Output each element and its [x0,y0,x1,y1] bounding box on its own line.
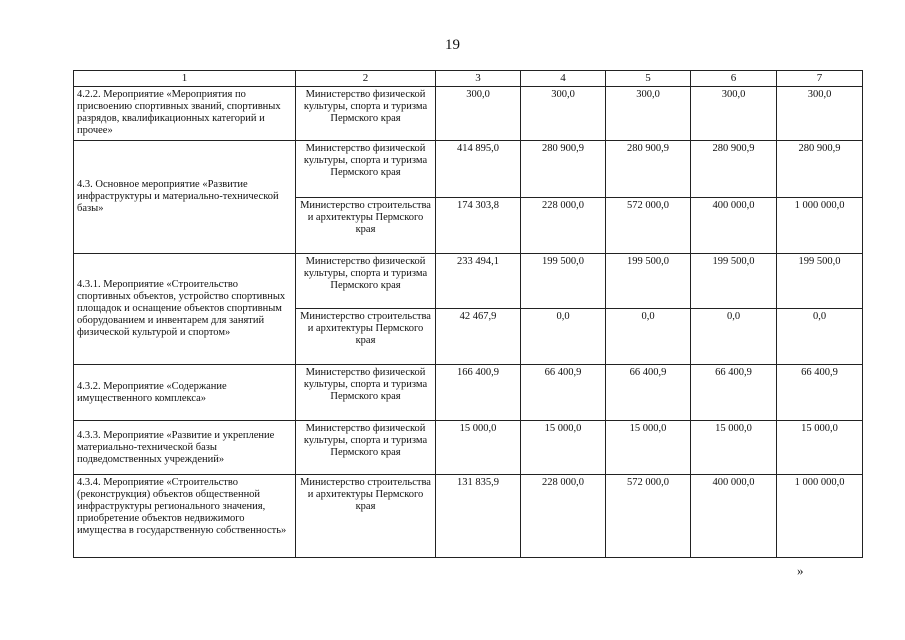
value-cell: 174 303,8 [436,198,521,254]
value-cell: 0,0 [521,309,606,365]
table-row [74,421,863,475]
value-cell: 0,0 [691,309,777,365]
activity-name-cell: 4.3.1. Мероприятие «Строительство спортивных объектов, устройство спортивных площадок и оснащение объектов спортивным оборудованием и инвентарем для занятий физической культурой и спортом» [74,254,296,365]
value-cell: 0,0 [777,309,863,365]
value-cell: 300,0 [606,87,691,141]
value-cell: 280 900,9 [777,141,863,198]
value-cell: 280 900,9 [606,141,691,198]
executor-cell: Министерство строительства и архитектуры Пермского края [296,309,436,365]
value-cell: 572 000,0 [606,475,691,558]
value-cell: 280 900,9 [521,141,606,198]
table-row [74,365,863,421]
budget-table [73,70,863,558]
value-cell: 572 000,0 [606,198,691,254]
value-cell: 66 400,9 [691,365,777,421]
value-cell: 1 000 000,0 [777,475,863,558]
activity-name-cell: 4.2.2. Мероприятие «Мероприятия по присвоению спортивных званий, спортивных разрядов, квалификационных категорий и прочее» [74,87,296,141]
executor-cell: Министерство физической культуры, спорта и туризма Пермского края [296,365,436,421]
value-cell: 199 500,0 [691,254,777,309]
value-cell: 15 000,0 [436,421,521,475]
value-cell: 66 400,9 [521,365,606,421]
activity-name-cell: 4.3.3. Мероприятие «Развитие и укрепление материально-технической базы подведомственных учреждений» [74,421,296,475]
value-cell: 414 895,0 [436,141,521,198]
value-cell: 15 000,0 [521,421,606,475]
column-header: 3 [436,71,521,87]
value-cell: 280 900,9 [691,141,777,198]
activity-name-cell: 4.3.2. Мероприятие «Содержание имущественного комплекса» [74,365,296,421]
column-header: 4 [521,71,606,87]
value-cell: 300,0 [777,87,863,141]
value-cell: 300,0 [436,87,521,141]
column-header: 6 [691,71,777,87]
activity-name-cell: 4.3.4. Мероприятие «Строительство (реконструкция) объектов общественной инфраструктуры регионального значения, приобретение объектов недвижимого имущества в государственную собственность» [74,475,296,558]
column-header: 2 [296,71,436,87]
activity-name-cell: 4.3. Основное мероприятие «Развитие инфраструктуры и материально-технической базы» [74,141,296,254]
value-cell: 199 500,0 [777,254,863,309]
executor-cell: Министерство физической культуры, спорта и туризма Пермского края [296,141,436,198]
page-number: 19 [445,37,460,53]
value-cell: 15 000,0 [691,421,777,475]
value-cell: 228 000,0 [521,475,606,558]
value-cell: 300,0 [521,87,606,141]
executor-cell: Министерство физической культуры, спорта и туризма Пермского края [296,87,436,141]
value-cell: 0,0 [606,309,691,365]
value-cell: 131 835,9 [436,475,521,558]
table-row [74,87,863,141]
executor-cell: Министерство строительства и архитектуры Пермского края [296,198,436,254]
column-number-row [74,71,863,87]
table-row [74,254,863,309]
value-cell: 1 000 000,0 [777,198,863,254]
value-cell: 66 400,9 [606,365,691,421]
value-cell: 400 000,0 [691,475,777,558]
value-cell: 199 500,0 [521,254,606,309]
continuation-mark: » [797,563,804,578]
value-cell: 15 000,0 [777,421,863,475]
value-cell: 42 467,9 [436,309,521,365]
column-header: 5 [606,71,691,87]
value-cell: 233 494,1 [436,254,521,309]
executor-cell: Министерство физической культуры, спорта и туризма Пермского края [296,421,436,475]
column-header: 1 [74,71,296,87]
value-cell: 66 400,9 [777,365,863,421]
value-cell: 199 500,0 [606,254,691,309]
table-row [74,141,863,198]
value-cell: 300,0 [691,87,777,141]
value-cell: 15 000,0 [606,421,691,475]
value-cell: 166 400,9 [436,365,521,421]
executor-cell: Министерство физической культуры, спорта и туризма Пермского края [296,254,436,309]
value-cell: 400 000,0 [691,198,777,254]
column-header: 7 [777,71,863,87]
executor-cell: Министерство строительства и архитектуры Пермского края [296,475,436,558]
table-row [74,475,863,558]
value-cell: 228 000,0 [521,198,606,254]
